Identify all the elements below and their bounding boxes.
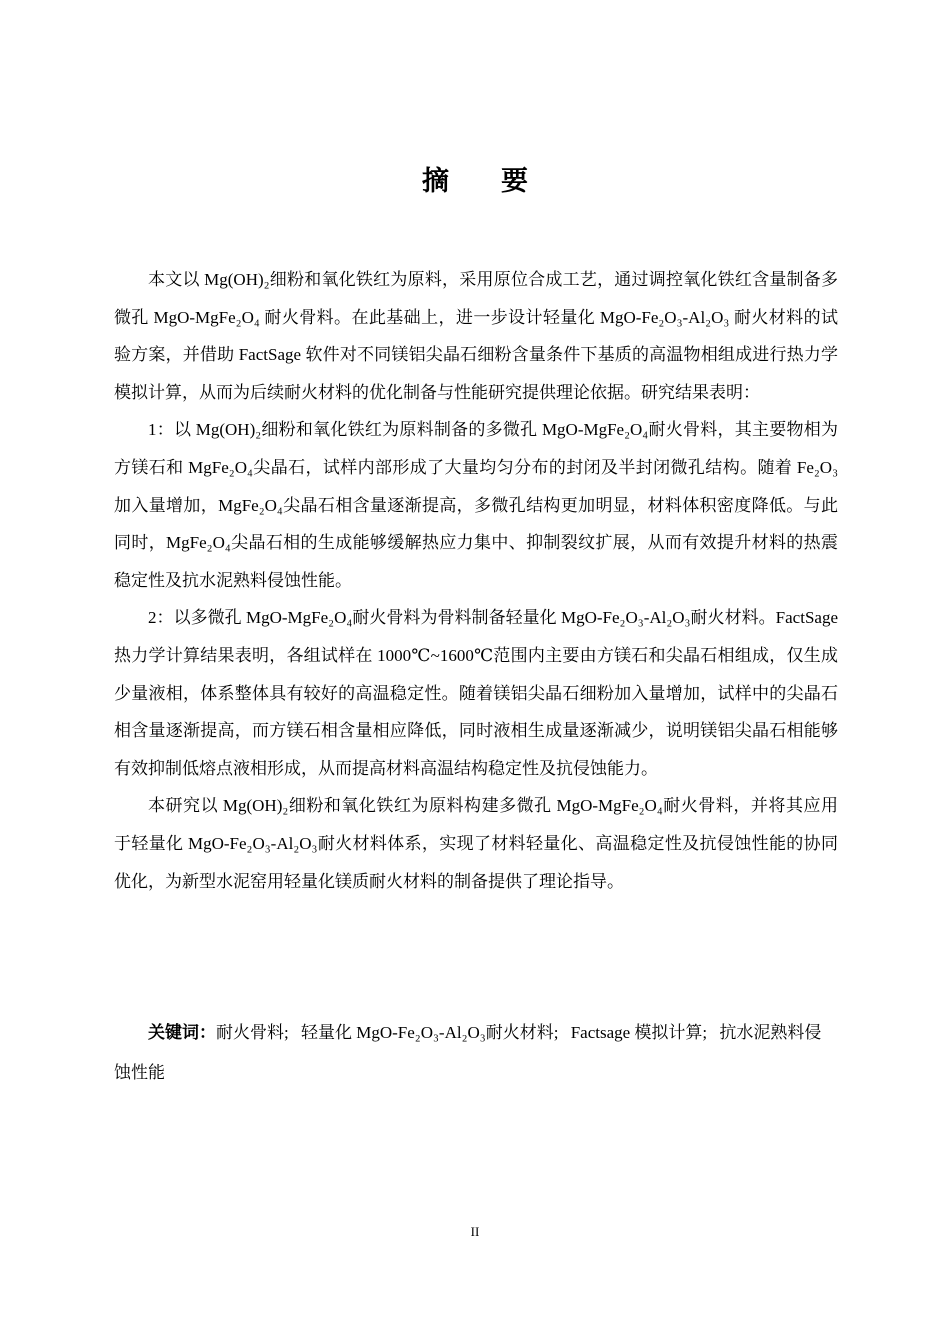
abstract-paragraph-result-2: 2：以多微孔 MgO-MgFe₂O₄耐火骨料为骨料制备轻量化 MgO-Fe₂O₃-Al₂O₃耐火材料。FactSage 热力学计算结果表明，各组试样在 1000℃~1600℃范围内主要由方镁石和尖晶石相组成，仅生成少量液相，体系整体具有较好的高温稳定性。随着镁铝尖晶石细粉加入量增加，试样中的尖晶石相含量逐渐提高，而方镁石相含量相应降低，同时液相生成量逐渐减少，说明镁铝尖晶石相能够有效抑制低熔点液相形成，从而提高材料高温结构稳定性及抗侵蚀能力。: [114, 608, 838, 778]
page-title: 摘要: [422, 166, 580, 197]
abstract-body: [114, 261, 838, 900]
keyword-item: Factsage 模拟计算;: [570, 1023, 708, 1042]
abstract-paragraph-result-1: 1：以 Mg(OH)₂细粉和氧化铁红为原料制备的多微孔 MgO-MgFe₂O₄耐火骨料，其主要物相为方镁石和 MgFe₂O₄尖晶石，试样内部形成了大量均匀分布的封闭及半封闭微孔结构。随着 Fe₂O₃加入量增加，MgFe₂O₄尖晶石相含量逐渐提高，多微孔结构更加明显，材料体积密度降低。与此同时，MgFe₂O₄尖晶石相的生成能够缓解热应力集中、抑制裂纹扩展，从而有效提升材料的热震稳定性及抗水泥熟料侵蚀性能。: [114, 420, 838, 590]
keyword-item: 抗水泥熟料侵蚀性能: [114, 1023, 822, 1082]
abstract-paragraph-conclusion: 本研究以 Mg(OH)₂细粉和氧化铁红为原料构建多微孔 MgO-MgFe₂O₄耐火骨料，并将其应用于轻量化 MgO-Fe₂O₃-Al₂O₃耐火材料体系，实现了材料轻量化、高温稳定性及抗侵蚀性能的协同优化，为新型水泥窑用轻量化镁质耐火材料的制备提供了理论指导。: [114, 796, 838, 891]
keywords-label: 关键词：: [148, 1023, 216, 1043]
abstract-paragraph-intro: 本文以 Mg(OH)₂细粉和氧化铁红为原料，采用原位合成工艺，通过调控氧化铁红含量制备多微孔 MgO-MgFe₂O₄ 耐火骨料。在此基础上，进一步设计轻量化 MgO-Fe₂O₃-Al₂O₃ 耐火材料的试验方案，并借助 FactSage 软件对不同镁铝尖晶石细粉含量条件下基质的高温物相组成进行热力学模拟计算，从而为后续耐火材料的优化制备与性能研究提供理论依据。研究结果表明：: [114, 270, 838, 402]
keyword-item: 耐火骨料;: [216, 1023, 289, 1042]
keyword-item: 轻量化 MgO-Fe₂O₃-Al₂O₃耐火材料;: [300, 1023, 559, 1042]
keywords-line: [114, 1013, 838, 1093]
page-number: II: [470, 1224, 480, 1239]
